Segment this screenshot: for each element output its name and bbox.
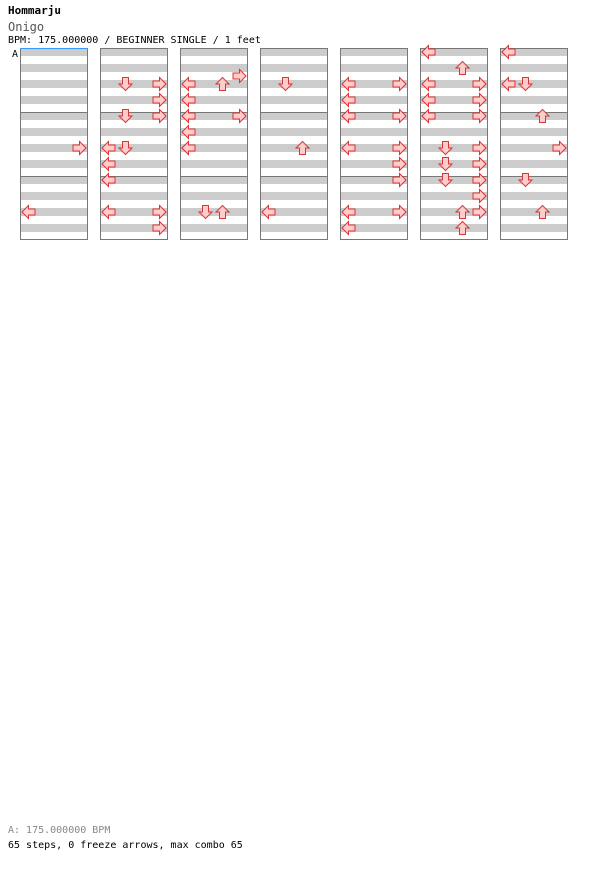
- arrow-right-icon: [393, 174, 406, 187]
- beat-stripe: [180, 192, 248, 200]
- arrow-left-icon: [182, 142, 195, 155]
- arrow-left-icon: [182, 78, 195, 91]
- arrow-up-icon: [456, 206, 469, 219]
- beat-stripe: [20, 80, 88, 88]
- beat-stripe: [20, 128, 88, 136]
- beat-stripe: [260, 128, 328, 136]
- chart-info: BPM: 175.000000 / BEGINNER SINGLE / 1 feet: [8, 35, 261, 46]
- beat-stripe: [180, 64, 248, 72]
- beat-stripe: [180, 160, 248, 168]
- arrow-down-icon: [119, 110, 132, 123]
- arrow-right-icon: [473, 174, 486, 187]
- arrow-right-icon: [393, 142, 406, 155]
- arrow-left-icon: [422, 46, 435, 59]
- arrow-left-icon: [422, 94, 435, 107]
- arrow-left-icon: [102, 142, 115, 155]
- arrow-down-icon: [119, 142, 132, 155]
- arrow-right-icon: [393, 158, 406, 171]
- beat-stripe: [260, 48, 328, 56]
- arrow-down-icon: [119, 78, 132, 91]
- beat-stripe: [20, 224, 88, 232]
- beat-stripe: [20, 96, 88, 104]
- arrow-left-icon: [502, 46, 515, 59]
- arrow-down-icon: [439, 158, 452, 171]
- step-stats: 65 steps, 0 freeze arrows, max combo 65: [8, 840, 243, 851]
- arrow-right-icon: [473, 94, 486, 107]
- arrow-left-icon: [342, 142, 355, 155]
- beat-stripe: [500, 128, 568, 136]
- arrow-left-icon: [262, 206, 275, 219]
- beat-stripe: [500, 176, 568, 184]
- beat-stripe: [500, 224, 568, 232]
- arrow-left-icon: [22, 206, 35, 219]
- bpm-marker-label: A: [12, 49, 19, 60]
- arrow-left-icon: [342, 78, 355, 91]
- arrow-up-icon: [216, 206, 229, 219]
- arrow-right-icon: [393, 110, 406, 123]
- arrow-down-icon: [439, 142, 452, 155]
- beat-stripe: [180, 176, 248, 184]
- arrow-left-icon: [342, 94, 355, 107]
- beat-stripe: [180, 208, 248, 216]
- arrow-right-icon: [473, 110, 486, 123]
- arrow-right-icon: [153, 206, 166, 219]
- arrow-left-icon: [342, 110, 355, 123]
- arrow-left-icon: [342, 206, 355, 219]
- arrow-right-icon: [473, 190, 486, 203]
- bpm-legend: A: 175.000000 BPM: [8, 825, 111, 836]
- arrow-left-icon: [102, 206, 115, 219]
- arrow-down-icon: [279, 78, 292, 91]
- beat-stripe: [100, 48, 168, 56]
- beat-stripe: [260, 64, 328, 72]
- beat-stripe: [420, 224, 488, 232]
- arrow-right-icon: [153, 78, 166, 91]
- arrow-down-icon: [199, 206, 212, 219]
- beat-stripe: [20, 64, 88, 72]
- artist-name: Hommarju: [8, 4, 61, 17]
- arrow-right-icon: [153, 222, 166, 235]
- arrow-right-icon: [73, 142, 86, 155]
- beat-stripe: [420, 128, 488, 136]
- beat-stripe: [340, 64, 408, 72]
- arrow-right-icon: [393, 206, 406, 219]
- arrow-up-icon: [456, 222, 469, 235]
- arrow-up-icon: [536, 206, 549, 219]
- beat-stripe: [20, 192, 88, 200]
- beat-stripe: [100, 128, 168, 136]
- arrow-left-icon: [182, 126, 195, 139]
- arrow-left-icon: [102, 174, 115, 187]
- song-title: Onigo: [8, 20, 45, 34]
- beat-stripe: [500, 208, 568, 216]
- beat-stripe: [260, 96, 328, 104]
- beat-stripe: [180, 224, 248, 232]
- beat-stripe: [340, 48, 408, 56]
- beat-stripe: [260, 144, 328, 152]
- beat-stripe: [20, 176, 88, 184]
- beat-stripe: [500, 192, 568, 200]
- arrow-right-icon: [233, 110, 246, 123]
- beat-stripe: [500, 160, 568, 168]
- beat-stripe: [260, 80, 328, 88]
- beat-stripe: [260, 112, 328, 120]
- arrow-right-icon: [393, 78, 406, 91]
- beat-stripe: [20, 160, 88, 168]
- arrow-left-icon: [502, 78, 515, 91]
- beat-stripe: [500, 64, 568, 72]
- beat-stripe: [180, 48, 248, 56]
- arrow-left-icon: [422, 110, 435, 123]
- arrow-right-icon: [473, 78, 486, 91]
- beat-stripe: [500, 96, 568, 104]
- arrow-up-icon: [296, 142, 309, 155]
- arrow-right-icon: [473, 206, 486, 219]
- beat-stripe: [100, 192, 168, 200]
- arrow-right-icon: [553, 142, 566, 155]
- arrow-up-icon: [536, 110, 549, 123]
- arrow-left-icon: [102, 158, 115, 171]
- arrow-down-icon: [439, 174, 452, 187]
- beat-stripe: [260, 176, 328, 184]
- beat-stripe: [260, 224, 328, 232]
- arrow-right-icon: [473, 142, 486, 155]
- arrow-down-icon: [519, 174, 532, 187]
- arrow-left-icon: [182, 94, 195, 107]
- arrow-left-icon: [182, 110, 195, 123]
- beat-stripe: [340, 192, 408, 200]
- beat-stripe: [20, 48, 88, 56]
- arrow-left-icon: [422, 78, 435, 91]
- beat-stripe: [260, 192, 328, 200]
- arrow-left-icon: [342, 222, 355, 235]
- arrow-down-icon: [519, 78, 532, 91]
- arrow-up-icon: [456, 62, 469, 75]
- beat-stripe: [500, 112, 568, 120]
- arrow-up-icon: [216, 78, 229, 91]
- beat-stripe: [420, 64, 488, 72]
- beat-stripe: [100, 64, 168, 72]
- beat-stripe: [340, 128, 408, 136]
- beat-stripe: [260, 160, 328, 168]
- arrow-right-icon: [473, 158, 486, 171]
- arrow-right-icon: [153, 94, 166, 107]
- beat-stripe: [20, 112, 88, 120]
- arrow-right-icon: [153, 110, 166, 123]
